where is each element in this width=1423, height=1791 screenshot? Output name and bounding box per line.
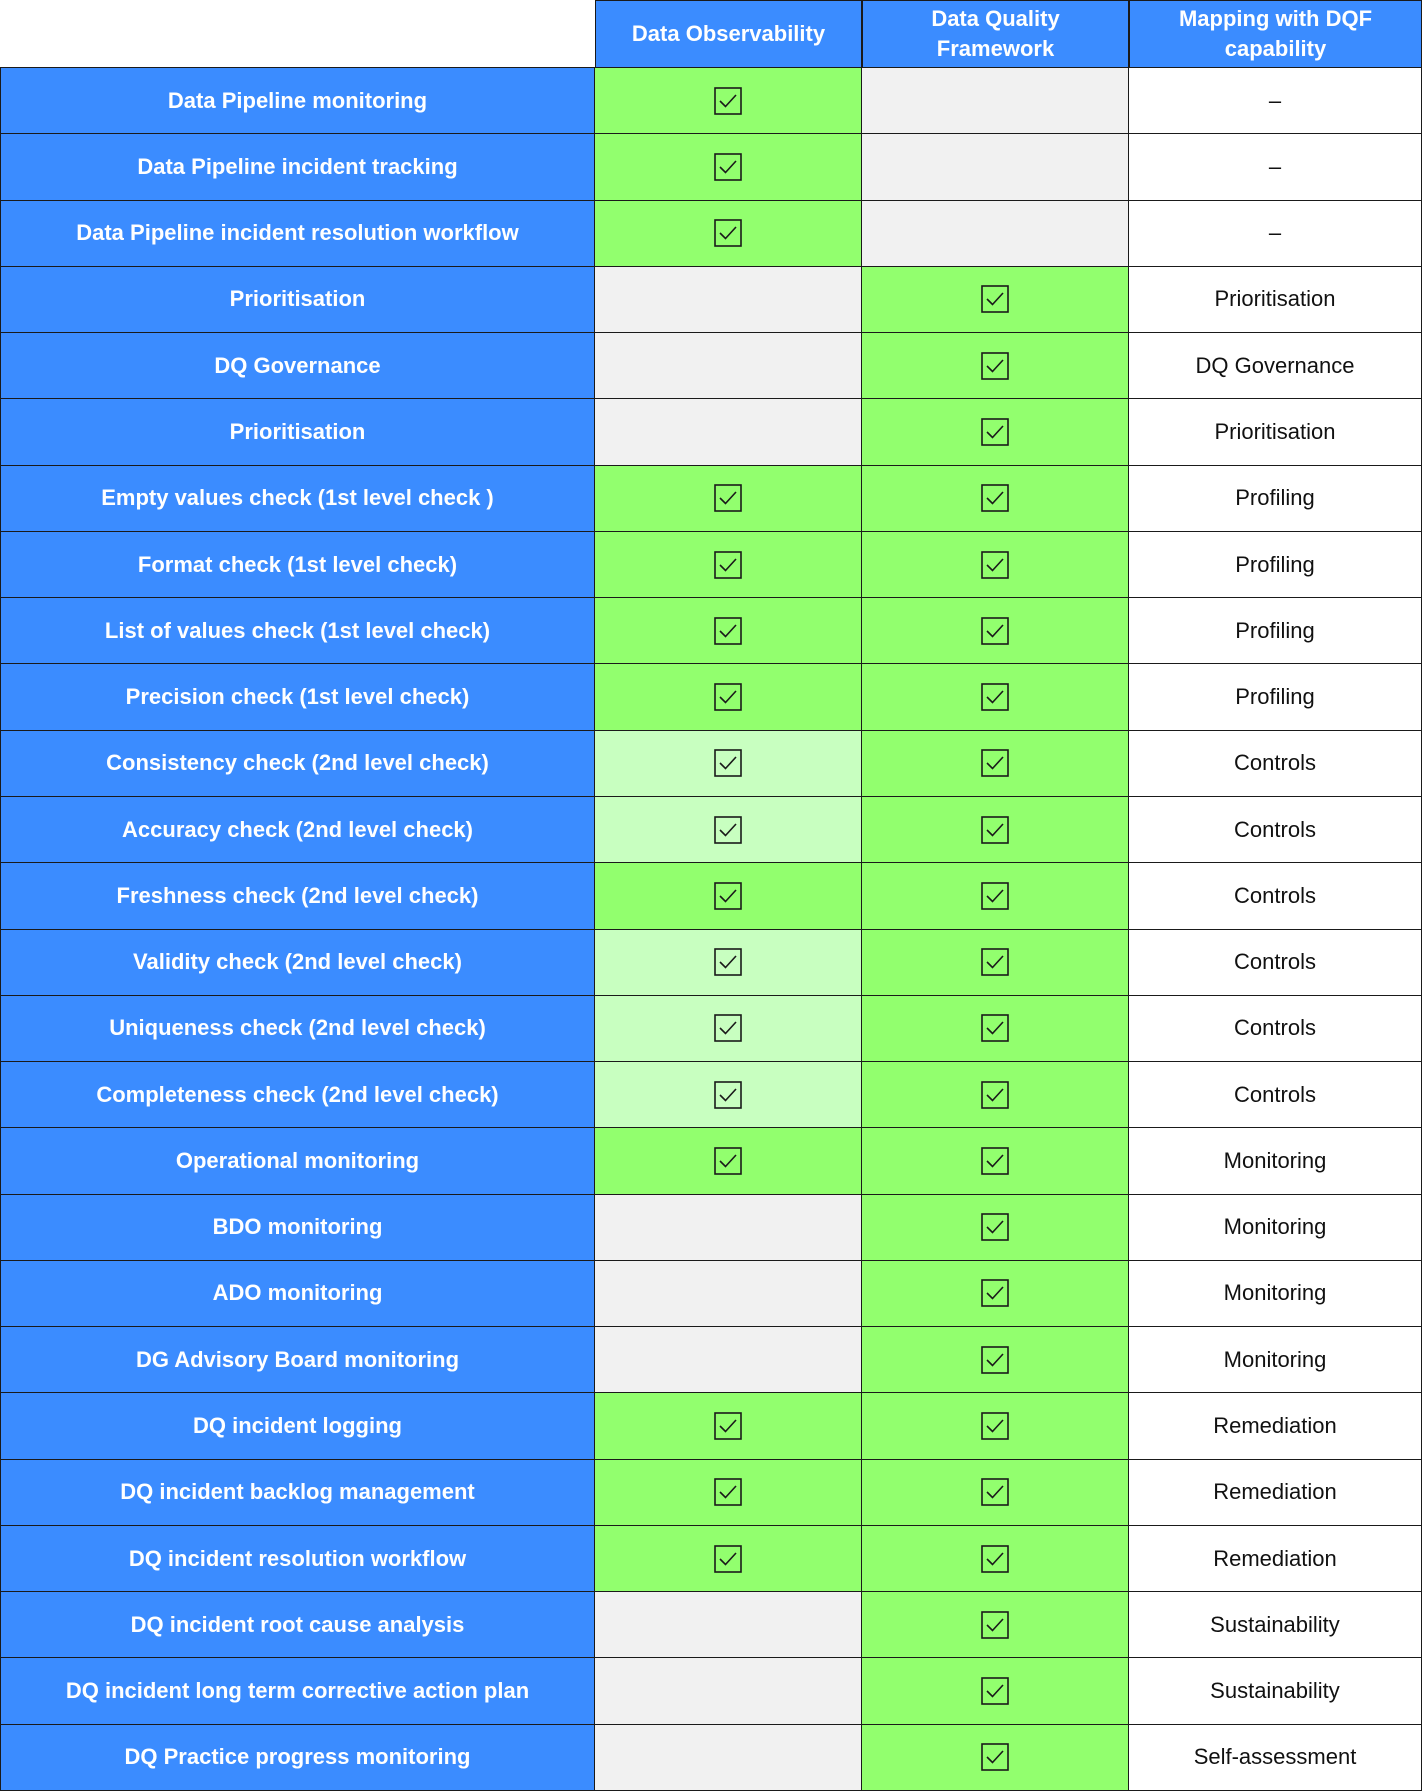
observability-cell <box>595 1128 862 1194</box>
row-label: DQ incident logging <box>0 1393 595 1459</box>
row-label: DQ incident long term corrective action plan <box>0 1658 595 1724</box>
framework-cell <box>862 1725 1129 1791</box>
framework-cell <box>862 1128 1129 1194</box>
mapping-cell: Monitoring <box>1129 1327 1422 1393</box>
framework-cell <box>862 267 1129 333</box>
row-label: Prioritisation <box>0 267 595 333</box>
observability-cell <box>595 930 862 996</box>
checkbox-checked-icon <box>713 1477 743 1507</box>
framework-cell <box>862 532 1129 598</box>
checkbox-checked-icon <box>713 616 743 646</box>
checkbox-checked-icon <box>980 1676 1010 1706</box>
mapping-cell: Controls <box>1129 797 1422 863</box>
checkbox-checked-icon <box>980 947 1010 977</box>
checkbox-checked-icon <box>713 682 743 712</box>
observability-cell <box>595 1658 862 1724</box>
mapping-cell: Monitoring <box>1129 1195 1422 1261</box>
framework-cell <box>862 1658 1129 1724</box>
row-label: Consistency check (2nd level check) <box>0 731 595 797</box>
mapping-cell: Profiling <box>1129 664 1422 730</box>
mapping-cell: Profiling <box>1129 532 1422 598</box>
row-label: Freshness check (2nd level check) <box>0 863 595 929</box>
framework-cell <box>862 664 1129 730</box>
framework-cell <box>862 134 1129 200</box>
row-label: BDO monitoring <box>0 1195 595 1261</box>
checkbox-checked-icon <box>713 1544 743 1574</box>
framework-cell <box>862 1195 1129 1261</box>
observability-cell <box>595 1261 862 1327</box>
observability-cell <box>595 664 862 730</box>
observability-cell <box>595 797 862 863</box>
row-label: Validity check (2nd level check) <box>0 930 595 996</box>
framework-cell <box>862 333 1129 399</box>
row-label: Prioritisation <box>0 399 595 465</box>
checkbox-checked-icon <box>980 1477 1010 1507</box>
row-label: Operational monitoring <box>0 1128 595 1194</box>
mapping-cell: – <box>1129 201 1422 267</box>
checkbox-checked-icon <box>980 483 1010 513</box>
row-label: Precision check (1st level check) <box>0 664 595 730</box>
framework-cell <box>862 930 1129 996</box>
framework-cell <box>862 1592 1129 1658</box>
mapping-cell: Monitoring <box>1129 1128 1422 1194</box>
row-label: DQ incident backlog management <box>0 1460 595 1526</box>
header-data-observability: Data Observability <box>595 0 862 68</box>
checkbox-checked-icon <box>980 682 1010 712</box>
framework-cell <box>862 1062 1129 1128</box>
header-data-quality-framework: Data Quality Framework <box>862 0 1129 68</box>
mapping-cell: Self-assessment <box>1129 1725 1422 1791</box>
checkbox-checked-icon <box>980 1278 1010 1308</box>
row-label: Format check (1st level check) <box>0 532 595 598</box>
row-label: Data Pipeline monitoring <box>0 68 595 134</box>
row-label: DQ incident root cause analysis <box>0 1592 595 1658</box>
observability-cell <box>595 731 862 797</box>
framework-cell <box>862 201 1129 267</box>
checkbox-checked-icon <box>980 417 1010 447</box>
row-label: Uniqueness check (2nd level check) <box>0 996 595 1062</box>
framework-cell <box>862 68 1129 134</box>
checkbox-checked-icon <box>980 351 1010 381</box>
mapping-cell: Profiling <box>1129 598 1422 664</box>
row-label: DQ incident resolution workflow <box>0 1526 595 1592</box>
framework-cell <box>862 598 1129 664</box>
mapping-cell: Remediation <box>1129 1526 1422 1592</box>
checkbox-checked-icon <box>980 1013 1010 1043</box>
observability-cell <box>595 201 862 267</box>
checkbox-checked-icon <box>713 550 743 580</box>
checkbox-checked-icon <box>713 86 743 116</box>
checkbox-checked-icon <box>713 815 743 845</box>
checkbox-checked-icon <box>980 1544 1010 1574</box>
checkbox-checked-icon <box>713 1146 743 1176</box>
row-label: List of values check (1st level check) <box>0 598 595 664</box>
checkbox-checked-icon <box>980 1610 1010 1640</box>
observability-cell <box>595 1592 862 1658</box>
mapping-cell: DQ Governance <box>1129 333 1422 399</box>
mapping-cell: Profiling <box>1129 466 1422 532</box>
observability-cell <box>595 466 862 532</box>
checkbox-checked-icon <box>980 284 1010 314</box>
observability-cell <box>595 1062 862 1128</box>
row-label: DG Advisory Board monitoring <box>0 1327 595 1393</box>
checkbox-checked-icon <box>713 881 743 911</box>
mapping-cell: – <box>1129 134 1422 200</box>
checkbox-checked-icon <box>713 1013 743 1043</box>
checkbox-checked-icon <box>713 947 743 977</box>
row-label: Completeness check (2nd level check) <box>0 1062 595 1128</box>
mapping-cell: Remediation <box>1129 1393 1422 1459</box>
checkbox-checked-icon <box>713 152 743 182</box>
observability-cell <box>595 399 862 465</box>
checkbox-checked-icon <box>980 1742 1010 1772</box>
checkbox-checked-icon <box>980 815 1010 845</box>
row-label: Data Pipeline incident tracking <box>0 134 595 200</box>
row-label: ADO monitoring <box>0 1261 595 1327</box>
mapping-cell: Controls <box>1129 930 1422 996</box>
framework-cell <box>862 399 1129 465</box>
checkbox-checked-icon <box>980 616 1010 646</box>
observability-cell <box>595 863 862 929</box>
framework-cell <box>862 1261 1129 1327</box>
checkbox-checked-icon <box>980 1080 1010 1110</box>
mapping-cell: – <box>1129 68 1422 134</box>
header-mapping-dqf-capability: Mapping with DQF capability <box>1129 0 1422 68</box>
observability-cell <box>595 1195 862 1261</box>
framework-cell <box>862 466 1129 532</box>
observability-cell <box>595 1725 862 1791</box>
checkbox-checked-icon <box>713 218 743 248</box>
framework-cell <box>862 1393 1129 1459</box>
header-corner <box>0 0 595 68</box>
observability-cell <box>595 1393 862 1459</box>
mapping-cell: Controls <box>1129 996 1422 1062</box>
checkbox-checked-icon <box>980 1411 1010 1441</box>
framework-cell <box>862 863 1129 929</box>
mapping-cell: Prioritisation <box>1129 267 1422 333</box>
mapping-cell: Sustainability <box>1129 1658 1422 1724</box>
framework-cell <box>862 996 1129 1062</box>
mapping-cell: Remediation <box>1129 1460 1422 1526</box>
framework-cell <box>862 731 1129 797</box>
checkbox-checked-icon <box>980 1212 1010 1242</box>
framework-cell <box>862 1526 1129 1592</box>
row-label: DQ Practice progress monitoring <box>0 1725 595 1791</box>
checkbox-checked-icon <box>713 748 743 778</box>
observability-cell <box>595 598 862 664</box>
mapping-cell: Monitoring <box>1129 1261 1422 1327</box>
observability-cell <box>595 996 862 1062</box>
observability-cell <box>595 134 862 200</box>
checkbox-checked-icon <box>980 1146 1010 1176</box>
framework-cell <box>862 797 1129 863</box>
checkbox-checked-icon <box>713 483 743 513</box>
mapping-cell: Sustainability <box>1129 1592 1422 1658</box>
framework-cell <box>862 1327 1129 1393</box>
observability-cell <box>595 68 862 134</box>
mapping-cell: Controls <box>1129 863 1422 929</box>
row-label: Accuracy check (2nd level check) <box>0 797 595 863</box>
observability-cell <box>595 1526 862 1592</box>
observability-cell <box>595 267 862 333</box>
checkbox-checked-icon <box>713 1411 743 1441</box>
observability-cell <box>595 333 862 399</box>
checkbox-checked-icon <box>980 1345 1010 1375</box>
mapping-cell: Controls <box>1129 1062 1422 1128</box>
checkbox-checked-icon <box>980 748 1010 778</box>
mapping-cell: Prioritisation <box>1129 399 1422 465</box>
observability-cell <box>595 532 862 598</box>
mapping-cell: Controls <box>1129 731 1422 797</box>
observability-cell <box>595 1327 862 1393</box>
observability-cell <box>595 1460 862 1526</box>
row-label: Data Pipeline incident resolution workflow <box>0 201 595 267</box>
checkbox-checked-icon <box>980 550 1010 580</box>
row-label: Empty values check (1st level check ) <box>0 466 595 532</box>
framework-cell <box>862 1460 1129 1526</box>
checkbox-checked-icon <box>713 1080 743 1110</box>
checkbox-checked-icon <box>980 881 1010 911</box>
row-label: DQ Governance <box>0 333 595 399</box>
